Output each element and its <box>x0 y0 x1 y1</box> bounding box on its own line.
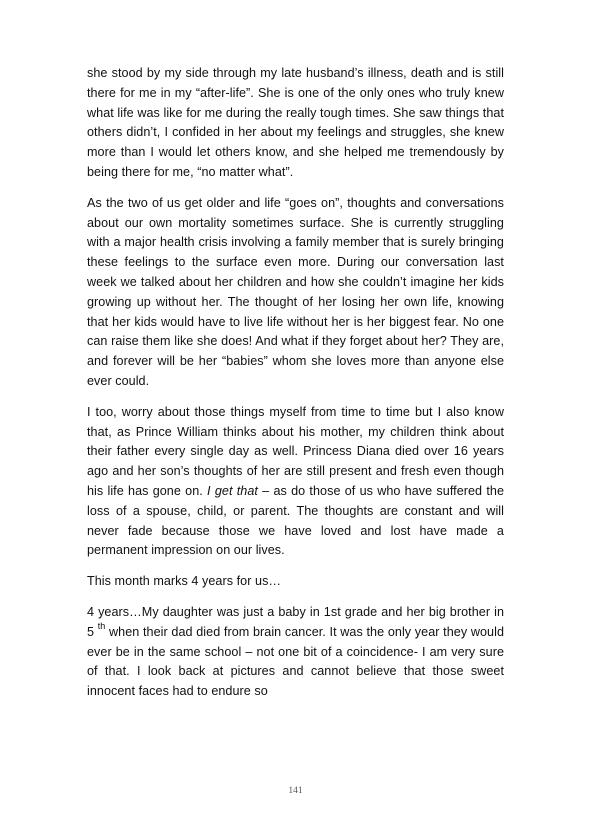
paragraph-3-text-start: I too, worry about those things myself from time to time but I also know that, as Prince William thinks about his mother, my children think about their father every single day as well. Princess Diana died over 16 years ago and her son’s thoughts of her are still present and fresh even though his life has gone on. <box>87 404 504 498</box>
ordinal-superscript: th <box>97 620 106 631</box>
body-text <box>87 64 504 713</box>
page-number: 141 <box>288 786 303 796</box>
paragraph-5 <box>87 603 504 702</box>
paragraph-3-text-end: – as do those of us who have suffered the loss of a spouse, child, or parent. The thoughts are constant and will never fade because those we have loved and lost have made a permanent impression on our lives. <box>87 483 504 558</box>
paragraph-5-text-end: when their dad died from brain cancer. It was the only year they would ever be in the same school – not one bit of a coincidence- I am very sure of that. I look back at pictures and cannot believe that those sweet innocent faces had to endure so <box>87 624 505 699</box>
paragraph-5-text-start: 4 years…My daughter was just a baby in 1st grade and her big brother in 5 <box>87 604 504 639</box>
paragraph-3-italic-phrase: I get that <box>207 483 258 498</box>
paragraph-3 <box>87 403 504 561</box>
paragraph-1: she stood by my side through my late husband’s illness, death and is still there for me in my “after-life”. She is one of the only ones who truly knew what life was like for me during the really tough times. She saw things that others didn’t, I confided in her about my feelings and struggles, she knew more than I would let others know, and she helped me tremendously by being there for me, “no matter what”. <box>87 66 504 179</box>
paragraph-4: This month marks 4 years for us… <box>87 574 282 589</box>
paragraph-2: As the two of us get older and life “goes on”, thoughts and conversations about our own mortality sometimes surface. She is currently struggling with a major health crisis involving a family member that is surely bringing these feelings to the surface even more. During our conversation last week we talked about her children and how she couldn’t imagine her kids growing up without her. The thought of her losing her own life, knowing that her kids would have to live life without her is her biggest fear. No one can raise them like she does! And what if they forget about her? They are, and forever will be her “babies” whom she loves more than anyone else ever could. <box>87 195 504 388</box>
